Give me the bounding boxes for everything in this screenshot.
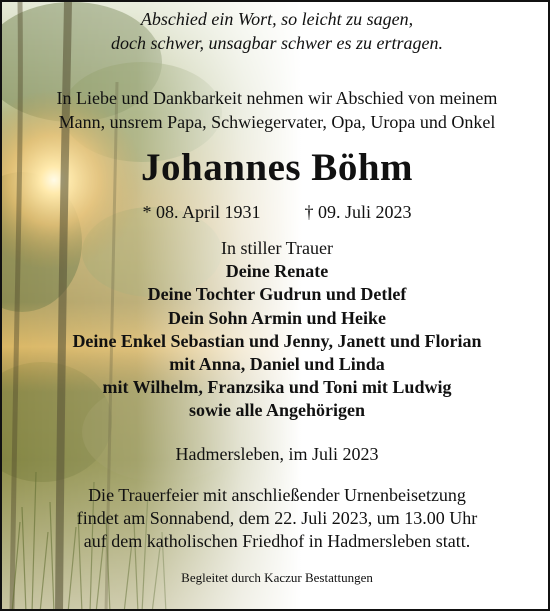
funeral-details [2,484,550,553]
birth-date: * 08. April 1931 [142,202,261,222]
mourner-line: Deine Tochter Gudrun und Detlef [147,284,407,305]
funeral-line: findet am Sonnabend, dem 22. Juli 2023, um 13.00 Uhr [76,508,478,528]
death-date: † 09. Juli 2023 [304,202,412,222]
farewell-quote [2,7,550,55]
mourner-line: sowie alle Angehörigen [189,400,365,421]
funeral-line: auf dem katholischen Friedhof in Hadmersleben statt. [83,531,471,551]
intro-line: Mann, unsrem Papa, Schwiegervater, Opa, Uropa und Onkel [58,112,496,132]
quote-line: Abschied ein Wort, so leicht zu sagen, [140,9,414,29]
intro-text [2,86,550,134]
mourners-list [2,237,550,423]
mourner-line: Deine Enkel Sebastian und Jenny, Janett und Florian [72,330,482,351]
mourners-heading: In stiller Trauer [221,238,333,258]
mourner-line: Deine Renate [225,261,329,282]
quote-line: doch schwer, unsagbar schwer es zu ertragen. [111,33,443,53]
mourner-line: mit Wilhelm, Franzsika und Toni mit Ludwig [102,377,452,398]
mourner-line: mit Anna, Daniel und Linda [169,354,385,375]
life-dates [2,200,550,224]
place-and-date: Hadmersleben, im Juli 2023 [175,444,379,464]
funeral-line: Die Trauerfeier mit anschließender Urnenbeisetzung [88,485,466,505]
mourner-line: Dein Sohn Armin und Heike [167,307,387,328]
notice-text [2,2,550,611]
intro-line: In Liebe und Dankbarkeit nehmen wir Abschied von meinem [56,88,498,108]
deceased-name: Johannes Böhm [141,146,413,189]
undertaker-credit: Begleitet durch Kaczur Bestattungen [181,570,373,585]
